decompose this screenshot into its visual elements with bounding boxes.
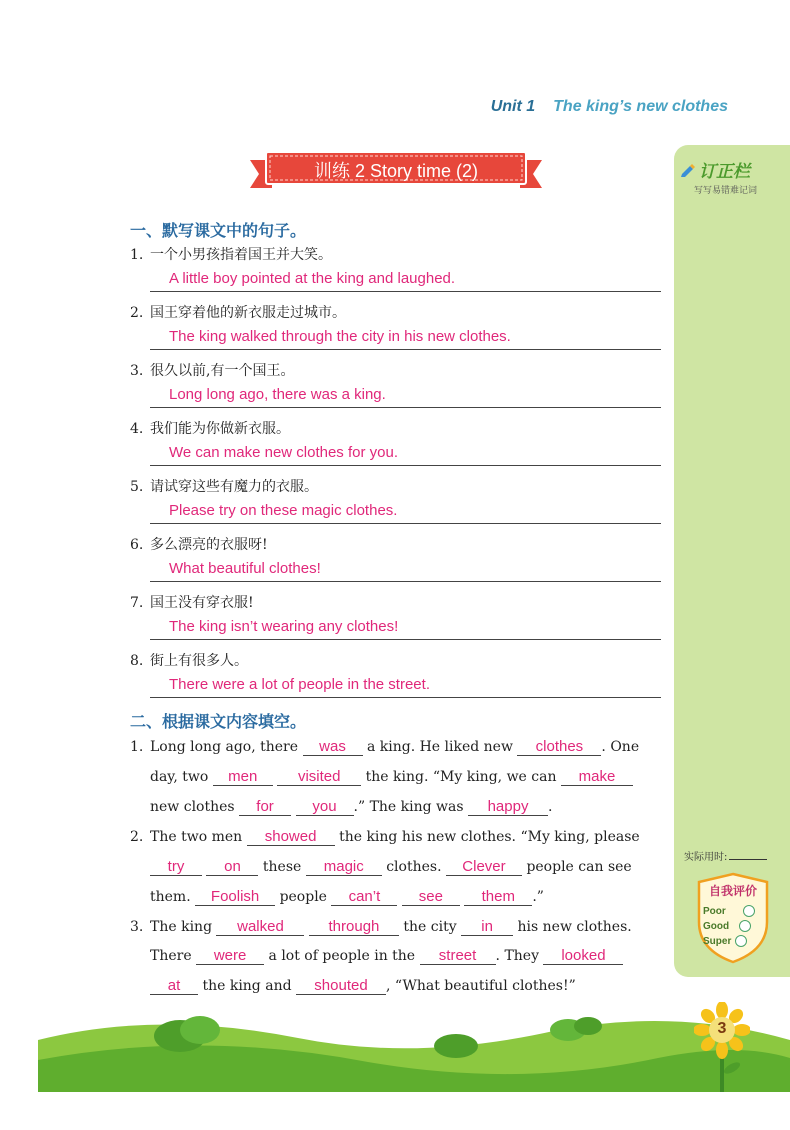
- s1-item-3-prompt: 3. 很久以前,有一个国王。: [130, 363, 295, 379]
- blank[interactable]: showed: [247, 828, 335, 846]
- blank[interactable]: happy: [468, 798, 548, 816]
- blank[interactable]: magic: [306, 858, 382, 876]
- time-used: [684, 848, 767, 863]
- page-number-flower: [694, 1002, 750, 1094]
- blank[interactable]: can’t: [331, 888, 397, 906]
- time-used-label: 实际用时:: [684, 852, 728, 863]
- blank[interactable]: walked: [216, 918, 304, 936]
- s1-item-7-prompt: 7. 国王没有穿衣服!: [130, 595, 254, 611]
- sidebar-subtitle: 写写易错难记词: [694, 186, 758, 196]
- blank[interactable]: for: [239, 798, 291, 816]
- eval-option-label: Good: [703, 920, 730, 932]
- s1-item-8-prompt: 8. 街上有很多人。: [130, 653, 248, 669]
- blank[interactable]: street: [420, 947, 496, 965]
- blank[interactable]: make: [561, 768, 633, 786]
- s2-q3-line2: There were a lot of people in the street . They looked: [130, 947, 662, 965]
- eval-option-super[interactable]: [703, 935, 747, 947]
- s1-item-5-answer[interactable]: Please try on these magic clothes.: [150, 500, 661, 524]
- sunflower-icon: [694, 1002, 750, 1094]
- unit-header: [0, 98, 728, 116]
- eval-option-good[interactable]: [703, 920, 751, 932]
- s1-item-2-answer[interactable]: The king walked through the city in his new clothes.: [150, 326, 661, 350]
- s1-item-5-prompt: 5. 请试穿这些有魔力的衣服。: [130, 479, 318, 495]
- s1-item-2-prompt: 2. 国王穿着他的新衣服走过城市。: [130, 305, 346, 321]
- s1-item-4-prompt: 4. 我们能为你做新衣服。: [130, 421, 290, 437]
- blank[interactable]: clothes: [517, 738, 601, 756]
- section1-title: 一、默写课文中的句子。: [130, 221, 307, 240]
- page-number: 3: [717, 1020, 727, 1037]
- blank[interactable]: try: [150, 858, 202, 876]
- blank[interactable]: Foolish: [195, 888, 275, 906]
- s1-item-6-answer[interactable]: What beautiful clothes!: [150, 558, 661, 582]
- s1-item-8-answer[interactable]: There were a lot of people in the street.: [150, 674, 661, 698]
- blank[interactable]: them: [464, 888, 532, 906]
- self-evaluation-badge: [697, 872, 769, 964]
- eval-radio-poor[interactable]: [743, 905, 755, 917]
- s2-q3-line3: at the king and shouted , “What beautiful clothes!”: [130, 977, 662, 995]
- s1-item-4-answer[interactable]: We can make new clothes for you.: [150, 442, 661, 466]
- s2-q2-line1: 2. The two men showed the king his new clothes. “My king, please: [130, 828, 640, 845]
- blank[interactable]: you: [296, 798, 354, 816]
- eval-radio-super[interactable]: [735, 935, 747, 947]
- s2-q3-line1: 3. The king walked through the city in his new clothes.: [130, 918, 632, 935]
- s1-item-1-answer[interactable]: A little boy pointed at the king and laughed.: [150, 268, 661, 292]
- s1-item-7-answer[interactable]: The king isn’t wearing any clothes!: [150, 616, 661, 640]
- s1-item-6-prompt: 6. 多么漂亮的衣服呀!: [130, 537, 268, 553]
- blank[interactable]: at: [150, 977, 198, 995]
- s2-q2-line3: them. Foolish people can’t see them .”: [150, 888, 544, 905]
- time-used-blank[interactable]: [729, 859, 767, 860]
- blank[interactable]: on: [206, 858, 258, 876]
- section2-title: 二、根据课文内容填空。: [130, 712, 307, 731]
- s2-q2-line2: try on these magic clothes. Clever people can see: [130, 858, 662, 876]
- s2-q1-line1: 1. Long long ago, there was a king. He liked new clothes . One: [130, 738, 640, 755]
- s2-q1-line3: new clothes for you .” The king was happy .: [150, 798, 553, 815]
- blank[interactable]: men: [213, 768, 273, 786]
- unit-title: The king’s new clothes: [553, 98, 728, 115]
- banner-title: 训练 2 Story time (2): [313, 161, 479, 181]
- title-banner: [250, 150, 542, 192]
- self-eval-title: 自我评价: [708, 884, 757, 898]
- eval-radio-good[interactable]: [739, 920, 751, 932]
- s1-item-1-prompt: 1. 一个小男孩指着国王并大笑。: [130, 247, 332, 263]
- blank[interactable]: shouted: [296, 977, 386, 995]
- blank[interactable]: see: [402, 888, 460, 906]
- s1-item-3-answer[interactable]: Long long ago, there was a king.: [150, 384, 661, 408]
- blank[interactable]: were: [196, 947, 264, 965]
- eval-option-label: Super: [703, 935, 732, 947]
- blank[interactable]: looked: [543, 947, 623, 965]
- sidebar-logo-text: 订正栏: [699, 162, 750, 182]
- s2-q1-line2: day, two men visited the king. “My king, we can make: [130, 768, 662, 786]
- pencil-icon: [680, 162, 696, 178]
- unit-number: Unit 1: [490, 98, 536, 115]
- blank[interactable]: in: [461, 918, 513, 936]
- green-hills-illustration: [38, 1000, 790, 1092]
- blank[interactable]: Clever: [446, 858, 522, 876]
- eval-option-label: Poor: [703, 905, 726, 917]
- blank[interactable]: through: [309, 918, 399, 936]
- blank[interactable]: visited: [277, 768, 361, 786]
- sidebar-logo: [680, 157, 790, 196]
- eval-option-poor[interactable]: [703, 905, 755, 917]
- blank[interactable]: was: [303, 738, 363, 756]
